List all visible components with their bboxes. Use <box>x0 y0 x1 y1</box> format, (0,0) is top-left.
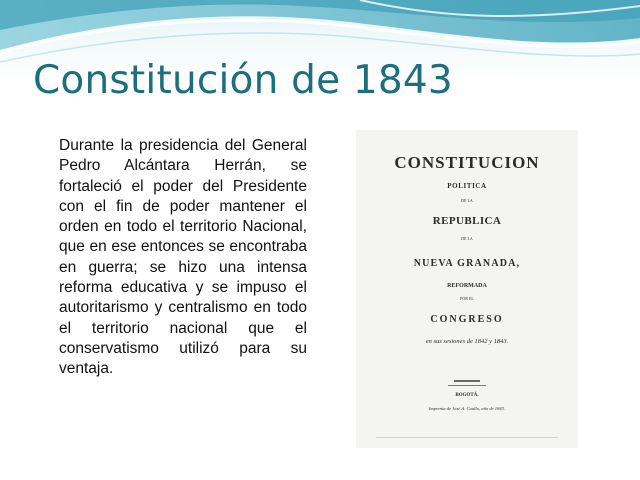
doc-line-de-la-1: DE LA <box>461 198 473 203</box>
doc-line-de-la-2: DE LA <box>461 236 473 241</box>
doc-line-sesiones: en sus sesiones de 1842 y 1843. <box>425 338 509 345</box>
constitution-title-page-image <box>356 130 578 448</box>
doc-line-congreso: CONGRESO <box>430 314 504 325</box>
doc-line-nueva-granada: NUEVA GRANADA, <box>413 258 521 269</box>
doc-line-republica: REPUBLICA <box>432 215 502 227</box>
document-scan <box>356 130 578 448</box>
doc-line-politica: POLITICA <box>447 182 487 190</box>
slide-title: Constitución de 1843 <box>33 58 453 103</box>
doc-line-por-el: POR EL <box>460 296 474 301</box>
doc-ornament-mid <box>448 385 486 386</box>
doc-footer-faint-line <box>376 437 558 438</box>
doc-line-imprenta: Imprenta de José A. Cualla, año de 1843. <box>428 406 506 411</box>
doc-line-bogota: BOGOTÁ. <box>455 393 479 398</box>
doc-line-constitucion: CONSTITUCION <box>394 153 540 172</box>
doc-ornament-top <box>454 380 480 382</box>
slide-body-text: Durante la presidencia del General Pedro Alcántara Herrán, se fortaleció el poder del Presidente con el fin de poder mantener el orden en todo el territorio Nacional, que en ese entonces se encontraba en guerra; se hizo una intensa reforma educativa y se impuso el autoritarismo y centralismo en todo el territorio nacional que el conservatismo utilizó para su ventaja. <box>59 137 307 378</box>
doc-line-reformada: REFORMADA <box>447 283 487 289</box>
